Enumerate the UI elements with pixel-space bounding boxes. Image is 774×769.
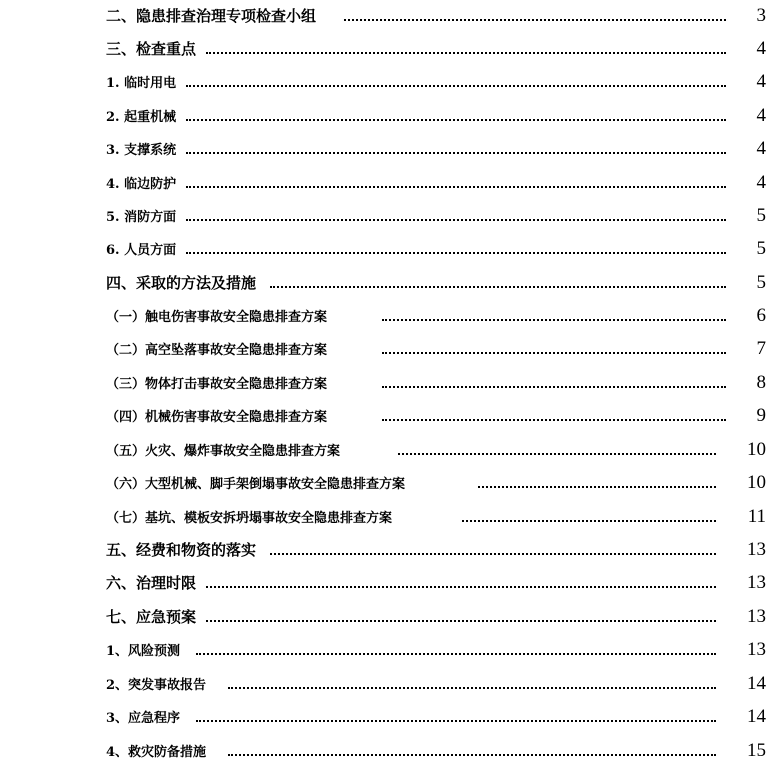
toc-entry-page: 5: [756, 205, 766, 226]
toc-entry-label: （一）触电伤害事故安全隐患排查方案: [106, 310, 328, 325]
toc-leader-dots: [270, 286, 726, 288]
toc-entry-label: 4、救灾防备措施: [106, 745, 207, 760]
toc-entry-page: 4: [756, 172, 766, 193]
toc-entry-page: 4: [756, 71, 766, 92]
toc-leader-dots: [228, 687, 716, 689]
toc-entry-page: 3: [756, 5, 766, 26]
toc-entry-label: 3. 支撑系统: [106, 143, 177, 158]
toc-entry-page: 9: [756, 405, 766, 426]
toc-entry[interactable]: [0, 636, 774, 660]
toc-entry[interactable]: [0, 169, 774, 193]
toc-entry-label: （五）火灾、爆炸事故安全隐患排查方案: [106, 444, 341, 459]
toc-entry-label: （二）高空坠落事故安全隐患排查方案: [106, 343, 328, 358]
toc-leader-dots: [382, 419, 726, 421]
toc-entry[interactable]: [0, 135, 774, 159]
toc-entry-page: 13: [747, 539, 766, 560]
toc-entry-label: （四）机械伤害事故安全隐患排查方案: [106, 410, 328, 425]
toc-entry-page: 10: [747, 472, 766, 493]
toc-leader-dots: [206, 52, 726, 54]
toc-entry[interactable]: [0, 302, 774, 326]
toc-entry[interactable]: [0, 2, 774, 26]
toc-entry-label: 4. 临边防护: [106, 177, 177, 192]
toc-entry[interactable]: [0, 369, 774, 393]
toc-entry-label: 2、突发事故报告: [106, 678, 207, 693]
toc-leader-dots: [206, 620, 716, 622]
toc-entry-label: 三、检查重点: [106, 40, 197, 58]
toc-entry-page: 5: [756, 272, 766, 293]
toc-entry[interactable]: [0, 402, 774, 426]
toc-entry[interactable]: [0, 503, 774, 527]
toc-leader-dots: [186, 186, 726, 188]
toc-entry-page: 5: [756, 238, 766, 259]
toc-leader-dots: [344, 19, 726, 21]
toc-leader-dots: [196, 653, 716, 655]
toc-entry[interactable]: [0, 202, 774, 226]
toc-leader-dots: [382, 352, 726, 354]
toc-entry[interactable]: [0, 469, 774, 493]
toc-entry-label: 3、应急程序: [106, 711, 181, 726]
toc-entry[interactable]: [0, 703, 774, 727]
toc-entry-label: 1、风险预测: [106, 644, 181, 659]
toc-leader-dots: [186, 119, 726, 121]
toc-leader-dots: [478, 486, 716, 488]
toc-entry-page: 4: [756, 38, 766, 59]
toc-leader-dots: [398, 453, 716, 455]
toc-leader-dots: [186, 252, 726, 254]
toc-entry-page: 15: [747, 740, 766, 761]
toc-entry-page: 14: [747, 673, 766, 694]
toc-entry-label: 二、隐患排查治理专项检查小组: [106, 7, 317, 25]
toc-entry[interactable]: [0, 603, 774, 627]
toc-entry-page: 4: [756, 138, 766, 159]
toc-leader-dots: [462, 520, 716, 522]
toc-entry-page: 10: [747, 439, 766, 460]
toc-entry[interactable]: [0, 269, 774, 293]
toc-entry[interactable]: [0, 436, 774, 460]
toc-entry[interactable]: [0, 68, 774, 92]
toc-entry-label: 5. 消防方面: [106, 210, 177, 225]
toc-leader-dots: [270, 553, 716, 555]
toc-entry-label: 2. 起重机械: [106, 110, 177, 125]
toc-leader-dots: [186, 85, 726, 87]
toc-entry[interactable]: [0, 670, 774, 694]
toc-entry-page: 13: [747, 639, 766, 660]
toc-entry[interactable]: [0, 536, 774, 560]
toc-leader-dots: [382, 386, 726, 388]
toc-leader-dots: [196, 720, 716, 722]
toc-entry-label: （三）物体打击事故安全隐患排查方案: [106, 377, 328, 392]
toc-leader-dots: [228, 754, 716, 756]
toc-entry-label: （七）基坑、模板安拆坍塌事故安全隐患排查方案: [106, 511, 393, 526]
toc-entry-label: （六）大型机械、脚手架倒塌事故安全隐患排查方案: [106, 477, 406, 492]
toc-entry-page: 4: [756, 105, 766, 126]
toc-entry-label: 六、治理时限: [106, 574, 197, 592]
toc-entry-page: 11: [747, 506, 766, 527]
toc-entry-page: 7: [756, 338, 766, 359]
toc-entry[interactable]: [0, 737, 774, 761]
toc-entry-page: 14: [747, 706, 766, 727]
toc-entry-page: 13: [747, 606, 766, 627]
toc-entry[interactable]: [0, 335, 774, 359]
toc-entry-label: 五、经费和物资的落实: [106, 541, 257, 559]
toc-entry-label: 四、采取的方法及措施: [106, 274, 257, 292]
toc-leader-dots: [382, 319, 726, 321]
toc-entry[interactable]: [0, 235, 774, 259]
toc-entry[interactable]: [0, 569, 774, 593]
toc-entry[interactable]: [0, 35, 774, 59]
toc-entry-page: 6: [756, 305, 766, 326]
toc-entry-page: 13: [747, 572, 766, 593]
toc-leader-dots: [186, 219, 726, 221]
toc-entry-label: 6. 人员方面: [106, 243, 177, 258]
toc-entry-label: 七、应急预案: [106, 608, 197, 626]
toc-leader-dots: [186, 152, 726, 154]
toc-entry-page: 8: [756, 372, 766, 393]
toc-leader-dots: [206, 586, 716, 588]
toc-entry[interactable]: [0, 102, 774, 126]
toc-entry-label: 1. 临时用电: [106, 76, 177, 91]
